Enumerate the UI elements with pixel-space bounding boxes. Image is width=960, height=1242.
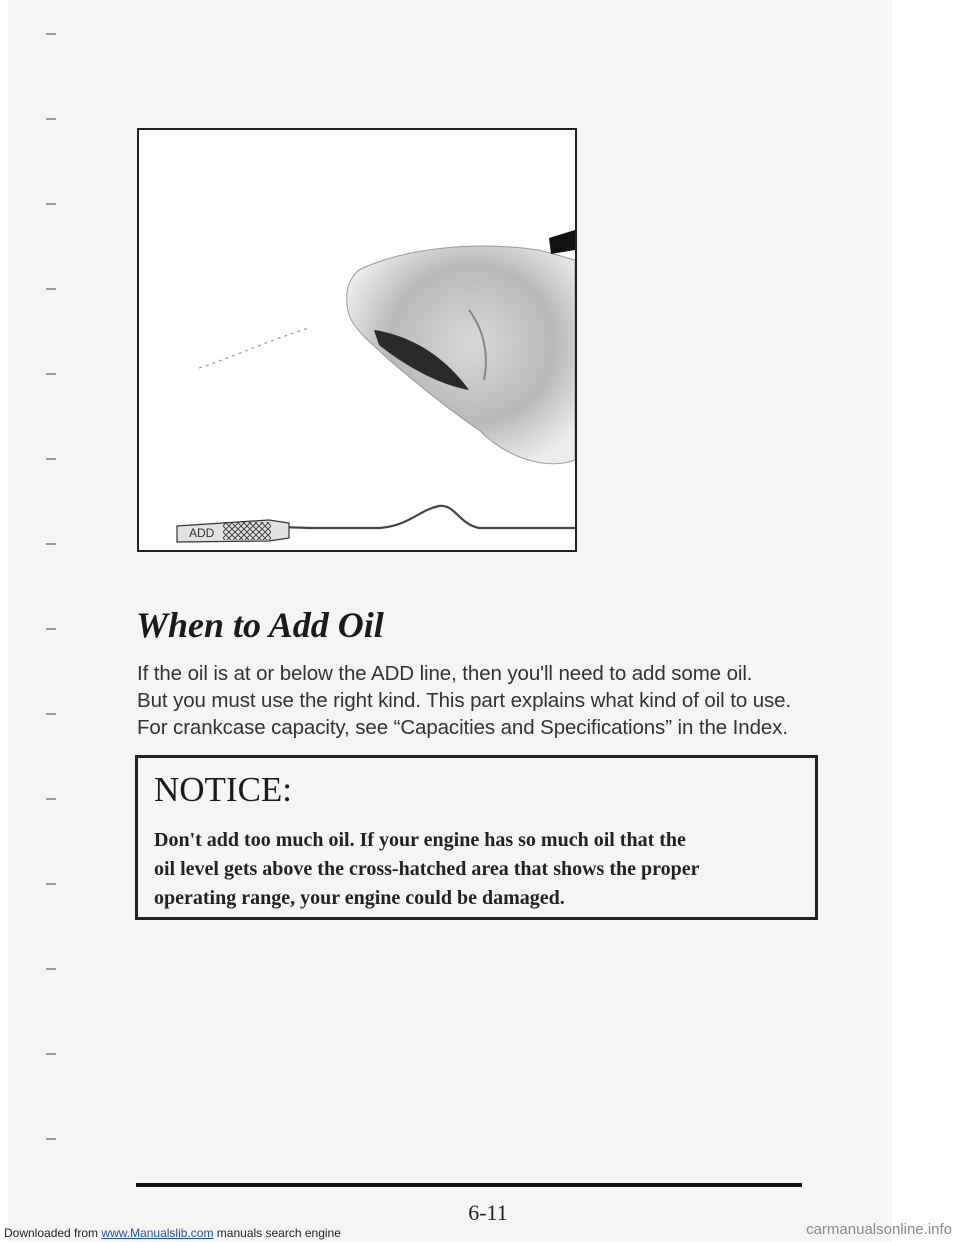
dipstick-photo <box>137 128 577 552</box>
margin-tick <box>46 543 56 545</box>
margin-tick <box>46 798 56 800</box>
margin-tick <box>46 883 56 885</box>
margin-tick <box>46 33 56 35</box>
margin-tick <box>46 1053 56 1055</box>
margin-tick <box>46 203 56 205</box>
margin-tick <box>46 458 56 460</box>
dipstick-illustration <box>139 130 575 550</box>
margin-tick <box>46 628 56 630</box>
section-paragraph <box>137 660 817 741</box>
notice-line: oil level gets above the cross-hatched area that shows the proper <box>154 858 700 880</box>
download-prefix: Downloaded from <box>4 1226 99 1240</box>
margin-tick <box>46 118 56 120</box>
notice-title: NOTICE: <box>154 770 293 809</box>
notice-box <box>135 755 818 920</box>
watermark: carmanualsonline.info <box>806 1221 952 1238</box>
manual-page <box>8 0 892 1242</box>
paragraph-line: For crankcase capacity, see “Capacities and Specifications” in the Index. <box>137 716 788 739</box>
margin-tick <box>46 288 56 290</box>
page-number: 6-11 <box>468 1200 508 1225</box>
margin-tick <box>46 713 56 715</box>
paragraph-line: If the oil is at or below the ADD line, then you'll need to add some oil. <box>137 662 753 685</box>
footer-rule <box>136 1183 802 1187</box>
download-suffix: manuals search engine <box>216 1226 341 1240</box>
motion-streak <box>199 328 309 368</box>
manualslib-link[interactable]: www.Manualslib.com <box>101 1226 214 1240</box>
margin-tick <box>46 373 56 375</box>
margin-tick <box>46 968 56 970</box>
notice-line: Don't add too much oil. If your engine has so much oil that the <box>154 829 686 851</box>
hand-shape <box>347 246 575 464</box>
download-banner <box>4 1226 341 1240</box>
paragraph-line: But you must use the right kind. This part explains what kind of oil to use. <box>137 689 792 712</box>
margin-tick <box>46 1138 56 1140</box>
cross-hatched-area <box>223 522 271 540</box>
dipstick-add-label: ADD <box>189 526 215 540</box>
cap-edge <box>549 230 575 254</box>
notice-line: operating range, your engine could be damaged. <box>154 887 565 909</box>
notice-body <box>154 826 804 913</box>
section-heading: When to Add Oil <box>136 605 384 645</box>
